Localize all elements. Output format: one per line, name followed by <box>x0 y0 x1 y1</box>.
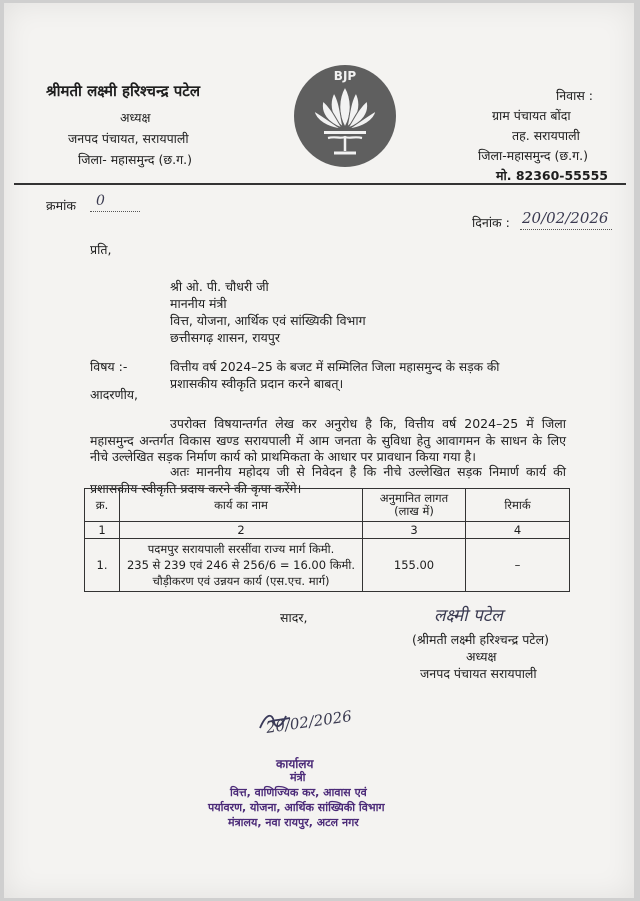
ref-value: 0 <box>96 193 105 209</box>
header-remark: रिमार्क <box>466 489 570 522</box>
letter-page <box>4 3 634 898</box>
signature: लक्ष्मी पटेल <box>434 606 503 626</box>
number-1: 1 <box>85 522 120 539</box>
header-cost: अनुमानित लागत (लाख में) <box>363 489 466 522</box>
residence-district: जिला-महासमुन्द (छ.ग.) <box>478 148 588 163</box>
sender-designation: अध्यक्ष <box>120 110 151 125</box>
addressee-line-1: श्री ओ. पी. चौधरी जी <box>170 279 269 294</box>
row-cost: 155.00 <box>363 539 466 592</box>
table-header-row <box>85 489 570 522</box>
date-line <box>520 229 612 230</box>
logo-text: BJP <box>333 69 357 83</box>
ref-label: क्रमांक <box>46 198 76 213</box>
signer-designation: अध्यक्ष <box>466 649 497 664</box>
stamp-handwritten-date: 20/02/2026 <box>264 707 353 737</box>
header-work: कार्य का नाम <box>120 489 363 522</box>
table-numbering-row <box>85 522 570 539</box>
number-4: 4 <box>466 522 570 539</box>
row-sno: 1. <box>85 539 120 592</box>
residence-label: निवास : <box>556 88 593 103</box>
header-sno: क्र. <box>85 489 120 522</box>
mobile-number: मो. 82360-55555 <box>496 168 608 183</box>
body-paragraph-1: उपरोक्त विषयान्तर्गत लेख कर अनुरोध है कि, वित्तीय वर्ष 2024–25 में जिला महासमुन्द अन्तर्गत विकास खण्ड सरायपाली में आम जनता के सुविधा हेतु आवागमन के साधन के लिए नीचे उल्लेखित सड़क निर्माण कार्य को प्राथमिकता के आधार पर प्रावधान किया गया है। <box>90 416 566 464</box>
subject-line-1: वित्तीय वर्ष 2024–25 के बजट में सम्मिलित जिला महासमुन्द के सड़क की <box>170 360 500 374</box>
row-work-line-3: चौड़ीकरण एवं उन्नयन कार्य (एस.एच. मार्ग) <box>152 574 330 588</box>
residence-tehsil: तह. सरायपाली <box>512 128 580 143</box>
row-remark: – <box>466 539 570 592</box>
sender-district: जिला- महासमुन्द (छ.ग.) <box>78 152 192 167</box>
stamp-line-2: मंत्री <box>290 771 306 784</box>
stamp-line-4: पर्यावरण, योजना, आर्थिक सांख्यिकी विभाग <box>208 801 385 814</box>
stamp-line-1: कार्यालय <box>276 757 314 771</box>
lotus-logo-icon <box>294 65 396 167</box>
date-value: 20/02/2026 <box>522 209 609 227</box>
addressee-line-2: माननीय मंत्री <box>170 296 227 311</box>
subject-line-2: प्रशासकीय स्वीकृति प्रदान करने बाबत्। <box>170 376 344 391</box>
to-label: प्रति, <box>90 242 112 257</box>
body-paragraph-2: अतः माननीय महोदय जी से निवेदन है कि नीचे उल्लेखित सड़क निमार्ण कार्य की प्रशासकीय स्वीकृति प्रदाय करने की कृपा करेंगे। <box>90 464 566 496</box>
row-work <box>120 539 363 592</box>
subject-label: विषय :- <box>90 359 128 374</box>
table-row <box>85 539 570 592</box>
works-table <box>84 488 570 592</box>
header-divider <box>14 183 626 185</box>
number-2: 2 <box>120 522 363 539</box>
stamp-line-5: मंत्रालय, नवा रायपुर, अटल नगर <box>228 816 359 829</box>
row-work-line-1: पदमपुर सरायपाली सरसींवा राज्य मार्ग किमी. <box>147 542 335 556</box>
ref-line <box>90 211 140 212</box>
sender-name: श्रीमती लक्ष्मी हरिश्चन्द्र पटेल <box>46 82 201 100</box>
addressee-line-4: छत्तीसगढ़ शासन, रायपुर <box>170 330 281 345</box>
stamp-line-3: वित्त, वाणिज्यिक कर, आवास एवं <box>230 786 367 799</box>
salutation: आदरणीय, <box>90 387 139 402</box>
date-label: दिनांक : <box>472 215 510 230</box>
signer-office: जनपद पंचायत सरायपाली <box>420 666 537 681</box>
signer-name: (श्रीमती लक्ष्मी हरिश्चन्द्र पटेल) <box>412 632 549 647</box>
number-3: 3 <box>363 522 466 539</box>
regards: सादर, <box>280 610 308 625</box>
sender-office: जनपद पंचायत, सरायपाली <box>68 131 189 146</box>
residence-village: ग्राम पंचायत बोंदा <box>492 108 571 123</box>
row-work-line-2: 235 से 239 एवं 246 से 256/6 = 16.00 किमी. <box>126 558 356 572</box>
addressee-line-3: वित्त, योजना, आर्थिक एवं सांख्यिकी विभाग <box>170 313 366 328</box>
